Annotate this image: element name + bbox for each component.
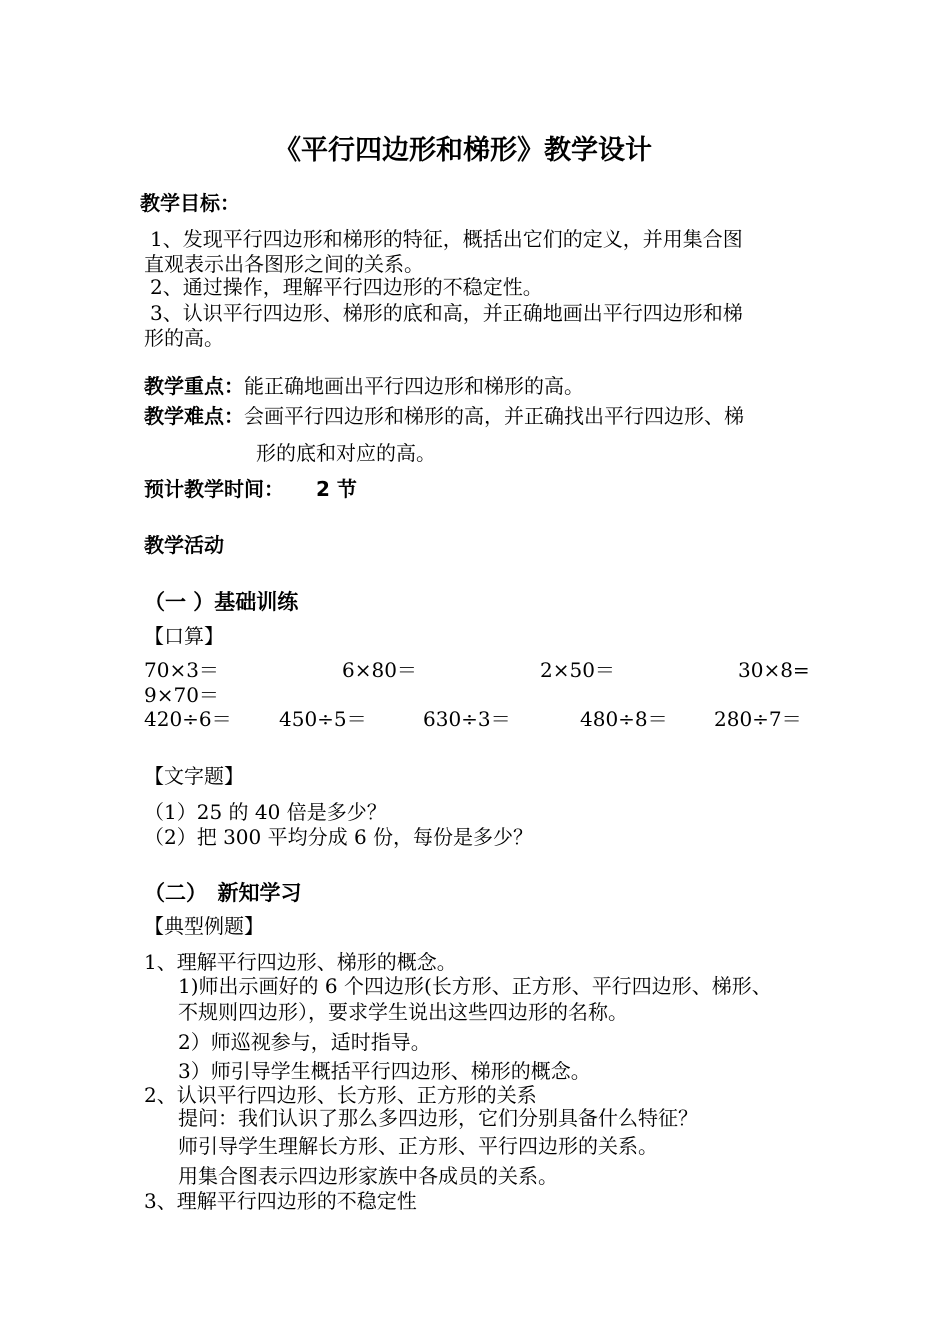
difficulty	[144, 403, 744, 429]
difficulty-text: 会画平行四边形和梯形的高，并正确找出平行四边形、梯	[244, 404, 744, 428]
objective-line: 1、发现平行四边形和梯形的特征，概括出它们的定义，并用集合图	[150, 227, 743, 251]
teaching-time	[144, 476, 357, 502]
example-line: 不规则四边形），要求学生说出这些四边形的名称。	[178, 1000, 628, 1024]
section2-heading: （二） 新知学习	[144, 881, 302, 905]
key-point-text: 能正确地画出平行四边形和梯形的高。	[244, 374, 584, 398]
key-point	[144, 373, 584, 399]
objectives-heading: 教学目标：	[140, 191, 240, 215]
oral-item: 630÷3＝	[423, 707, 511, 731]
example-line: 提问：我们认识了那么多四边形，它们分别具备什么特征？	[178, 1106, 698, 1130]
example-line: 1)师出示画好的 6 个四边形(长方形、正方形、平行四边形、梯形、	[178, 974, 772, 998]
difficulty-text-continued: 形的底和对应的高。	[256, 441, 436, 465]
oral-item: 30×8=	[738, 658, 810, 682]
oral-item: 2×50＝	[540, 658, 615, 682]
teaching-time-label: 预计教学时间：	[144, 477, 284, 501]
word-problem-heading: 【文字题】	[144, 764, 244, 788]
oral-item: 9×70＝	[144, 683, 219, 707]
document-title: 《平行四边形和梯形》教学设计	[274, 135, 652, 166]
example-line: 3、理解平行四边形的不稳定性	[144, 1189, 417, 1213]
example-line: 1、理解平行四边形、梯形的概念。	[144, 950, 457, 974]
example-line: 3）师引导学生概括平行四边形、梯形的概念。	[178, 1059, 591, 1083]
oral-item: 70×3＝	[144, 658, 219, 682]
objective-line: 形的高。	[144, 326, 224, 350]
example-line: 用集合图表示四边形家族中各成员的关系。	[178, 1164, 558, 1188]
oral-item: 6×80＝	[342, 658, 417, 682]
objective-line: 3、认识平行四边形、梯形的底和高，并正确地画出平行四边形和梯	[150, 301, 743, 325]
example-line: 2、认识平行四边形、长方形、正方形的关系	[144, 1083, 537, 1107]
oral-item: 280÷7＝	[714, 707, 802, 731]
oral-heading: 【口算】	[144, 624, 224, 648]
example-line: 2）师巡视参与，适时指导。	[178, 1030, 431, 1054]
section1-heading: （一 ）基础训练	[144, 590, 299, 614]
key-point-label: 教学重点：	[144, 374, 244, 398]
word-problem: （2）把 300 平均分成 6 份，每份是多少？	[144, 825, 534, 849]
oral-item: 450÷5＝	[279, 707, 367, 731]
activities-heading: 教学活动	[144, 533, 224, 557]
word-problem: （1）25 的 40 倍是多少？	[144, 800, 387, 824]
oral-item: 480÷8＝	[580, 707, 668, 731]
objective-line: 2、通过操作，理解平行四边形的不稳定性。	[150, 275, 543, 299]
objective-line: 直观表示出各图形之间的关系。	[144, 252, 424, 276]
examples-heading: 【典型例题】	[144, 914, 264, 938]
difficulty-label: 教学难点：	[144, 404, 244, 428]
example-line: 师引导学生理解长方形、正方形、平行四边形的关系。	[178, 1134, 658, 1158]
teaching-time-value: 2 节	[316, 477, 357, 501]
oral-item: 420÷6＝	[144, 707, 232, 731]
